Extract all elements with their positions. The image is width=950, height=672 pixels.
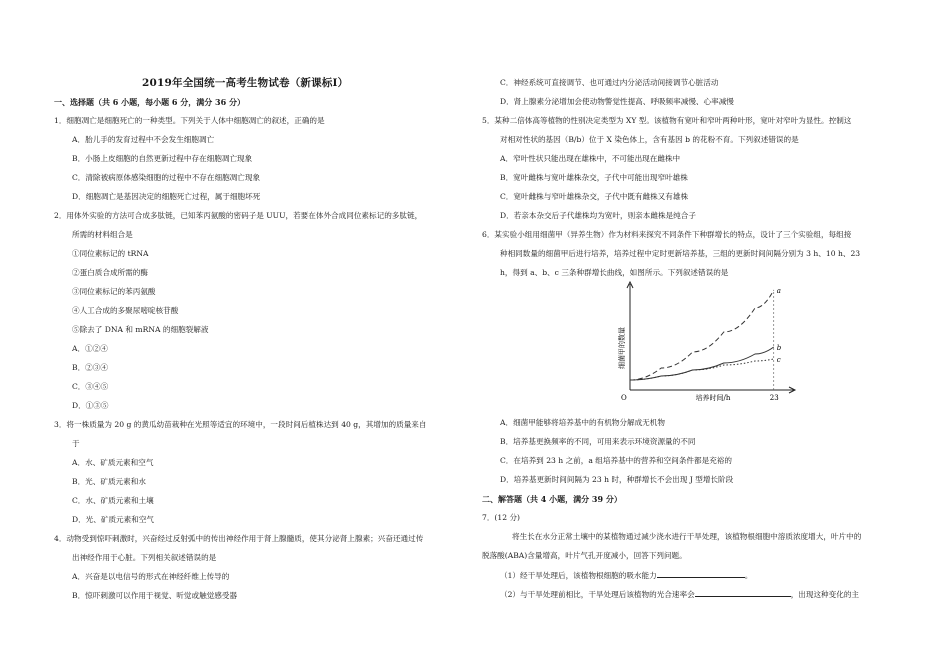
q7-heading: 7．(12 分) bbox=[482, 513, 521, 522]
q3-stem-line1: 3．将一株质量为 20 g 的黄瓜幼苗栽种在光照等适宜的环境中，一段时间后植株达到 40 g，其增加的质量来自 bbox=[54, 420, 427, 429]
q2-option-b: B．②③④ bbox=[72, 363, 108, 372]
q7-stem-line1: 将生长在水分正常土壤中的某植物通过减少浇水进行干旱处理，该植物根细胞中溶质浓度增大，叶片中的 bbox=[512, 532, 862, 541]
q7-part2 bbox=[500, 589, 859, 600]
q5-option-b: B．宽叶雌株与宽叶雄株杂交，子代中可能出现窄叶雄株 bbox=[500, 173, 688, 182]
q1-option-c: C．清除被病原体感染细胞的过程中不存在细胞凋亡现象 bbox=[72, 173, 261, 182]
q2-material-4: ④人工合成的多聚尿嘧啶核苷酸 bbox=[72, 306, 179, 315]
q4-option-c: C．神经系统可直接调节、也可通过内分泌活动间接调节心脏活动 bbox=[500, 78, 719, 87]
q1-stem: 1．细胞凋亡是细胞死亡的一种类型。下列关于人体中细胞凋亡的叙述，正确的是 bbox=[54, 116, 325, 125]
q5-stem-line1: 5．某种二倍体高等植物的性别决定类型为 XY 型。该植物有宽叶和窄叶两种叶形，宽叶对窄叶为显性。控制这 bbox=[482, 116, 852, 125]
q2-material-2: ②蛋白质合成所需的酶 bbox=[72, 268, 148, 277]
q6-stem-line3: h，得到 a、b、c 三条种群增长曲线，如图所示。下列叙述错误的是 bbox=[500, 268, 729, 277]
q2-stem-line2: 所需的材料组合是 bbox=[72, 230, 133, 239]
origin-label: O bbox=[621, 394, 627, 402]
q5-option-c: C．宽叶雌株与窄叶雄株杂交，子代中既有雌株又有雄株 bbox=[500, 192, 689, 201]
q2-material-1: ①同位素标记的 tRNA bbox=[72, 249, 149, 258]
series-label-b: b bbox=[776, 344, 782, 352]
q2-option-d: D．①③⑤ bbox=[72, 401, 109, 410]
q7-part2-text: （2）与干旱处理前相比，干旱处理后该植物的光合速率会 bbox=[500, 590, 695, 599]
section-choice-heading: 一、选择题（共 6 小题，每小题 6 分，满分 36 分） bbox=[54, 97, 245, 107]
q6-stem-line2: 种相同数量的细菌甲后进行培养，培养过程中定时更新培养基，三组的更新时间间隔分别为 3 h、10 h、23 bbox=[500, 249, 861, 258]
q2-option-a: A．①②④ bbox=[72, 344, 108, 353]
q1-option-b: B．小肠上皮细胞的自然更新过程中存在细胞凋亡现象 bbox=[72, 154, 253, 163]
y-axis-label: 细菌甲的数量 bbox=[618, 327, 626, 369]
q4-stem-line2: 出神经作用于心脏。下列相关叙述错误的是 bbox=[72, 553, 217, 562]
q3-option-d: D．光、矿质元素和空气 bbox=[72, 515, 155, 524]
x-axis-label: 培养时间/h bbox=[695, 394, 731, 402]
q7-part2-blank[interactable] bbox=[695, 589, 791, 597]
q7-part2-end: ，出现这种变化的主 bbox=[790, 590, 860, 599]
section-answer-heading: 二、解答题（共 4 小题，满分 39 分） bbox=[482, 494, 622, 504]
q1-option-a: A．胎儿手的发育过程中不会发生细胞凋亡 bbox=[72, 135, 215, 144]
q7-stem-line2: 脱落酸(ABA)含量增高，叶片气孔开度减小，回答下列问题。 bbox=[482, 551, 687, 560]
q2-material-3: ③同位素标记的苯丙氨酸 bbox=[72, 287, 156, 296]
q2-material-5: ⑤除去了 DNA 和 mRNA 的细胞裂解液 bbox=[72, 325, 209, 334]
q5-stem-line2: 对相对性状的基因（B/b）位于 X 染色体上，含有基因 b 的花粉不育。下列叙述错误的是 bbox=[500, 135, 799, 144]
q5-option-d: D．若亲本杂交后子代雄株均为宽叶，则亲本雌株是纯合子 bbox=[500, 211, 696, 220]
q4-option-b: B．惊吓刺激可以作用于视觉、听觉或触觉感受器 bbox=[72, 591, 238, 600]
q6-stem-line1: 6．某实验小组用细菌甲（异养生物）作为材料来探究不同条件下种群增长的特点，设计了三个实验组，每组接 bbox=[482, 230, 852, 239]
q4-option-a: A．兴奋是以电信号的形式在神经纤维上传导的 bbox=[72, 572, 230, 581]
growth-curve-chart bbox=[612, 280, 802, 410]
q7-part1-text: （1）经干旱处理后，该植物根细胞的吸水能力 bbox=[500, 571, 657, 580]
q3-option-b: B．光、矿质元素和水 bbox=[72, 477, 146, 486]
series-label-a: a bbox=[776, 287, 781, 295]
q4-option-d: D．肾上腺素分泌增加会使动物警觉性提高、呼吸频率减慢、心率减慢 bbox=[500, 97, 734, 106]
q6-option-a: A．细菌甲能够将培养基中的有机物分解成无机物 bbox=[500, 418, 665, 427]
q4-stem-line1: 4．动物受到惊吓刺激时，兴奋经过反射弧中的传出神经作用于肾上腺髓质，使其分泌肾上腺素；兴奋还通过传 bbox=[54, 534, 424, 543]
q6-option-c: C．在培养到 23 h 之前，a 组培养基中的营养和空间条件都是充裕的 bbox=[500, 456, 732, 465]
q6-option-d: D．培养基更新时间间隔为 23 h 时，种群增长不会出现 J 型增长阶段 bbox=[500, 475, 734, 484]
q6-option-b: B．培养基更换频率的不同，可用来表示环境资源量的不同 bbox=[500, 437, 696, 446]
q3-option-c: C．水、矿质元素和土壤 bbox=[72, 496, 154, 505]
series-line-a bbox=[630, 290, 774, 380]
x-tick-label: 23 bbox=[769, 394, 779, 402]
q3-option-a: A．水、矿质元素和空气 bbox=[72, 458, 154, 467]
q2-stem-line1: 2．用体外实验的方法可合成多肽链，已知苯丙氨酸的密码子是 UUU，若要在体外合成同位素标记的多肽链， bbox=[54, 211, 423, 220]
q7-part1-blank[interactable] bbox=[657, 570, 745, 578]
q1-option-d: D．细胞凋亡是基因决定的细胞死亡过程，属于细胞坏死 bbox=[72, 192, 261, 201]
q3-stem-line2: 于 bbox=[72, 439, 80, 448]
series-line-b bbox=[630, 347, 774, 380]
q7-part1-end: 。 bbox=[744, 571, 753, 580]
q7-part1 bbox=[500, 570, 752, 581]
series-label-c: c bbox=[776, 356, 781, 364]
q2-option-c: C．③④⑤ bbox=[72, 382, 109, 391]
q5-option-a: A．窄叶性状只能出现在雄株中，不可能出现在雌株中 bbox=[500, 154, 681, 163]
page-title: 2019年全国统一高考生物试卷（新课标Ⅰ） bbox=[142, 77, 349, 89]
